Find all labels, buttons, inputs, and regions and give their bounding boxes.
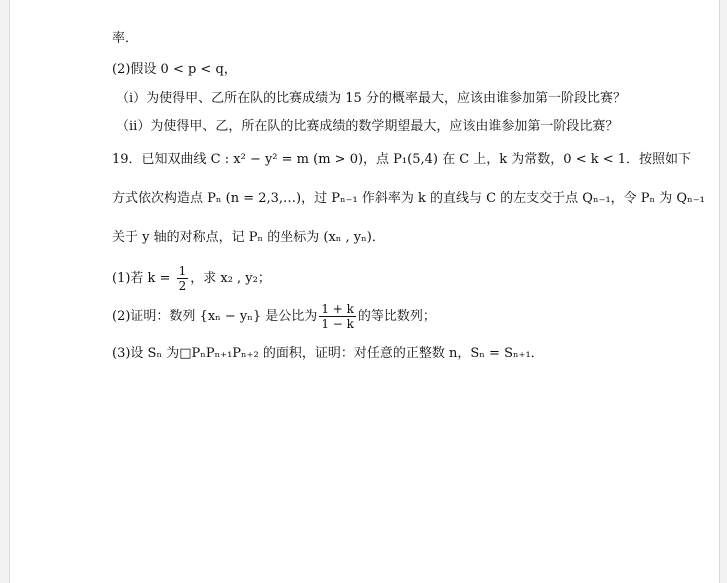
- text-line-part-3: (3)设 Sₙ 为□PₙPₙ₊₁Pₙ₊₂ 的面积，证明：对任意的正整数 n，Sₙ = Sₙ₊₁．: [112, 346, 544, 361]
- text-line-construction: 方式依次构造点 Pₙ (n = 2,3,…)，过 Pₙ₋₁ 作斜率为 k 的直线与 C 的左支交于点 Qₙ₋₁，令 Pₙ 为 Qₙ₋₁: [112, 191, 705, 206]
- fraction-one-half: [177, 264, 189, 293]
- text-line-part-2: [112, 302, 436, 331]
- fraction-numerator: 1 + k: [321, 302, 354, 316]
- text-line-problem-19: 19．已知双曲线 C : x² − y² = m (m > 0)，点 P₁(5,4) 在 C 上，k 为常数，0 < k < 1．按照如下: [112, 152, 692, 167]
- fraction-ratio: [319, 302, 356, 331]
- fraction-denominator: 2: [178, 279, 187, 293]
- part-1-suffix: ，求 x₂ , y₂；: [190, 271, 271, 286]
- fraction-denominator: 1 − k: [321, 317, 354, 331]
- part-2-suffix: 的等比数列；: [357, 309, 436, 324]
- part-1-prefix: (1)若 k =: [112, 271, 175, 286]
- text-line-question-i: （i）为使得甲、乙所在队的比赛成绩为 15 分的概率最大，应该由谁参加第一阶段比赛？: [116, 91, 626, 106]
- document-page: [9, 0, 720, 583]
- part-2-prefix: (2)证明：数列 {xₙ − yₙ} 是公比为: [112, 309, 318, 324]
- text-line-part-1: [112, 264, 271, 293]
- fraction-numerator: 1: [178, 264, 187, 278]
- text-line-question-ii: （ii）为使得甲、乙，所在队的比赛成绩的数学期望最大，应该由谁参加第一阶段比赛？: [116, 119, 619, 134]
- text-line-rate: 率．: [112, 31, 139, 46]
- text-line-assumption: (2)假设 0 < p < q，: [112, 62, 237, 77]
- text-line-symmetric: 关于 y 轴的对称点，记 Pₙ 的坐标为 (xₙ , yₙ)．: [112, 230, 385, 245]
